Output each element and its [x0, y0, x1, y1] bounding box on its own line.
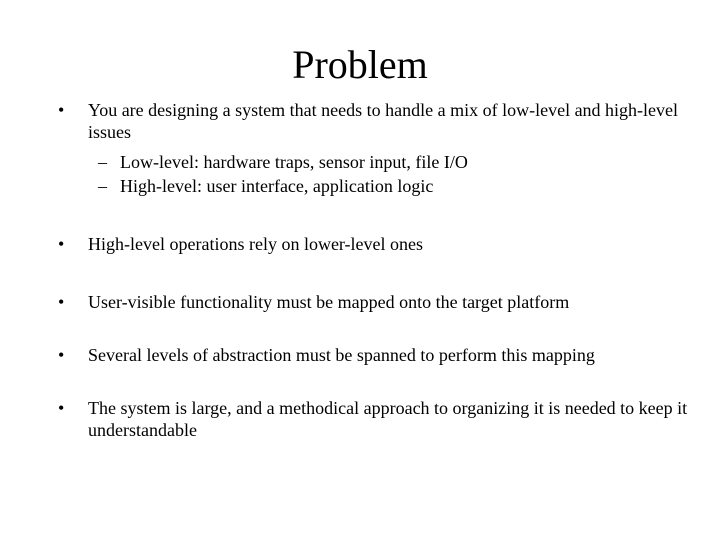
bullet-marker: • — [58, 100, 65, 120]
sub-bullet-marker: – — [98, 176, 107, 196]
bullet-text: User-visible functionality must be mapped onto the target platform — [88, 292, 570, 312]
bullet-text: You are designing a system that needs to handle a mix of low-level and high-level issues — [88, 100, 679, 142]
bullet-marker: • — [58, 292, 65, 312]
bullet-marker: • — [58, 234, 65, 254]
bullet-text: The system is large, and a methodical approach to organizing it is needed to keep it understandable — [88, 398, 688, 440]
bullet-text: Several levels of abstraction must be spanned to perform this mapping — [88, 345, 595, 365]
bullet-marker: • — [58, 345, 65, 365]
bullet-marker: • — [58, 398, 65, 418]
bullet-text: High-level operations rely on lower-level ones — [88, 234, 424, 254]
slide-title: Problem — [292, 42, 428, 87]
sub-bullet-text: High-level: user interface, application logic — [120, 176, 434, 196]
sub-bullet-text: Low-level: hardware traps, sensor input, file I/O — [120, 152, 468, 172]
sub-bullet-marker: – — [98, 152, 107, 172]
